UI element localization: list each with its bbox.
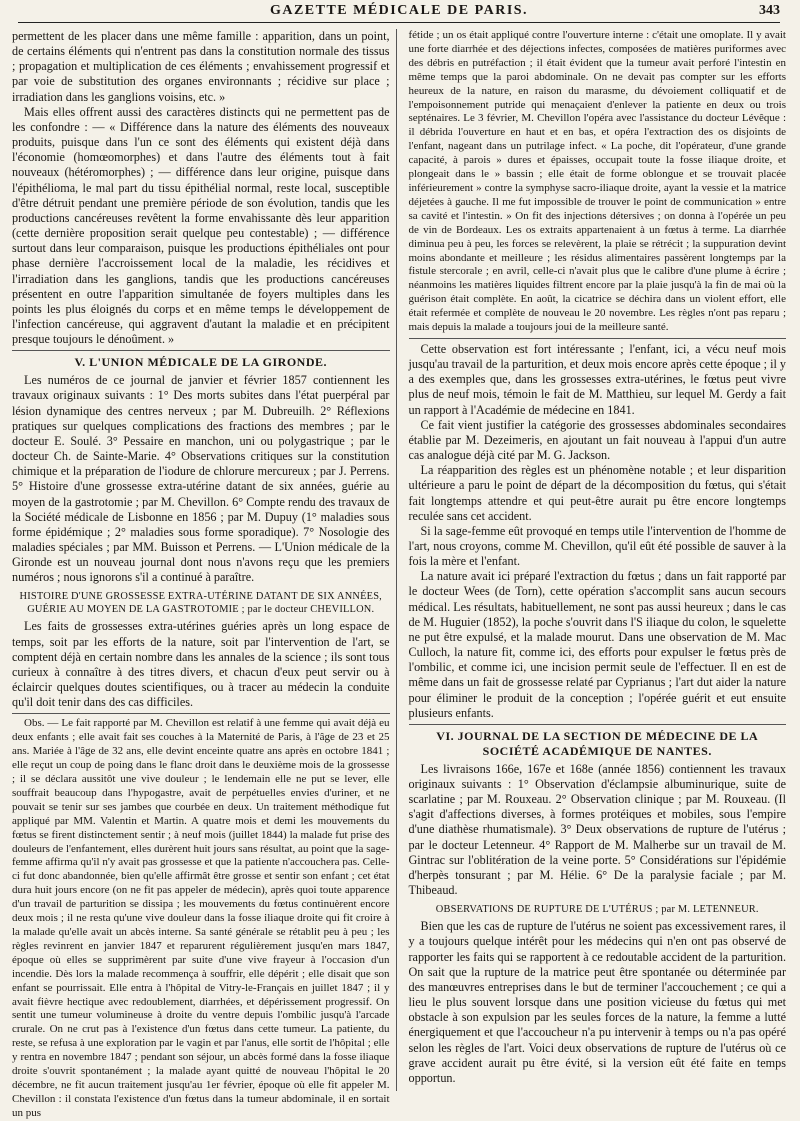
paragraph: Ce fait vient justifier la catégorie des grossesses abdominales secondaires établie par M. Dezeimeris, en ajoutant un fait nouveau à l'appui d'un autre cas analogue déjà cité par M. G. Jackson. — [408, 417, 786, 463]
page-number: 343 — [759, 3, 780, 18]
paragraph: Cette observation est fort intéressante ; l'enfant, ici, a vécu neuf mois jusqu'au travail de la parturition, et deux mois encore après cette époque ; il y a des exemples que, dans les grossesses extra-utérines, le fœtus peut vivre plus de neuf mois, témoin le fait de M. Matthieu, sur lequel M. Gerdy a fait un rapport à l'Académie de médecine en 1841. — [408, 341, 787, 417]
section-rule — [409, 724, 787, 725]
paragraph: La réapparition des règles est un phénomène notable ; et leur disparition ultérieure a paru le point de départ de la décomposition du fœtus, qui s'était fait longtemps attendre et qui peut-être aurait pu être encore longtemps reculée sans cet accident. — [408, 463, 786, 523]
columns — [12, 29, 787, 1119]
section-heading-union-medicale: V. L'UNION MÉDICALE DE LA GIRONDE. — [74, 355, 327, 370]
section-heading-societe-nantes: VI. JOURNAL DE LA SECTION DE MÉDECINE DE LA SOCIÉTÉ ACADÉMIQUE DE NANTES. — [436, 728, 759, 758]
left-column — [12, 29, 397, 1119]
paragraph: permettent de les placer dans une même famille : apparition, dans un point, de certains éléments qui n'entrent pas dans la constitution normale des tissus ; propagation et multiplication de ces éléments ; envahissement progressif et par voie de substitution des organes environnants ; récidive sur place ; irradiation dans les ganglions voisins, etc. » — [12, 29, 390, 104]
paragraph: Les faits de grossesses extra-utérines guéries après un long espace de temps, soit par les efforts de la nature, soit par l'intervention de l'art, se comptent déjà en certain nombre dans les annales de la science ; ils sont tous curieux à connaître à des titres divers, et chacun d'eux peut servir ou à éclaircir quelques doutes scientifiques, ou à tracer au médecin la conduite qu'il doit tenir dans des cas difficiles. — [12, 619, 390, 710]
right-column — [409, 29, 787, 1091]
paragraph: La nature avait ici préparé l'extraction du fœtus ; dans un fait rapporté par le docteur Wees (de Torn), cette opération s'accomplit sans aucun secours médical. Les résultats, habituellement, ne sont pas aussi heureux ; dans le cas de M. Huguier (1852), la poche s'ouvrit dans l'S iliaque du colon, le squelette ne put être expulsé, et la malade mourut. Dans une observation de M. Mac Culloch, la nature fit, comme ici, des efforts pour expulser le fœtus près de l'ombilic, et comme ici, une incision permit seule de l'effectuer. Il en est de même dans un fait de grossesse relaté par Cyprianus ; l'art dut aider la nature pour éliminer le produit de la conception ; l'opérée guérit et eut ensuite plusieurs enfants. — [408, 569, 786, 720]
paragraph: Mais elles offrent aussi des caractères distincts qui ne permettent pas de les confondre : — « Différence dans la nature des éléments des nouveaux produits, puisque dans l'un ce sont des éléments qui existent déjà dans l'économie (homœomorphes) et dans l'autre des éléments tout à fait nouveaux (hétéromorphes) ; — différence dans leur origine, puisque dans l'épithélioma, le mal part du tissu épithélial normal, reste local, susceptible d'être détruit pendant une première période de son évolution, tandis que les productions cancéreuses revêtent la forme envahissante dès leur apparition (cette dernière proposition serait quelque peu contestable) ; — différence surtout dans leur comparaison, puisque les productions épithéliales ont pour phase dernière l'accroissement local de la maladie, les récidives et l'irradiation dans les ganglions, tandis que les productions cancéreuses présentent en outre l'apparition simultanée de foyers multiples dans les points les plus éloignés du corps et en même temps le développement de l'infection cancéreuse, qui aggravent d'autant la maladie et en précipitent presque toujours le dénoûment. » — [12, 104, 390, 347]
observation-paragraph: fétide ; un os était appliqué contre l'ouverture interne : c'était une omoplate. Il y avait une forte diarrhée et des déjections infectes, composées de matières puriformes avec des débris en putréfaction ; il était évident que la tumeur avait perforé l'intestin en même temps que la paroi abdominale. On ne devait pas compter sur les efforts heureux de la nature, en raison du marasme, du dévoiement colliquatif et de l'empoisonnement putride qui menaçaient d'enlever la patiente en deux ou trois septénaires. Le 3 février, M. Chevillon l'opéra avec l'assistance du docteur Lévêque : il débrida l'ouverture en haut et en bas, et opéra l'extraction des os disjoints de l'enfant, nageant dans un putrilage infect. « La poche, dit l'opérateur, d'une grande capacité, à parois » dures et épaisses, occupait toute la fosse iliaque droite, et plongeait dans le » bassin ; elle était de forme oblongue et se trouvait placée inférieurement » contre la symphyse sacro-iliaque droite, ayant la vessie et la matrice déjetées à gauche. Il me fut impossible de trouver le point de communication » entre sa cavité et l'intestin. » On fit des injections détersives ; on donna à l'opérée un peu de vin de Bordeaux. Les os extraits appartenaient à un fœtus à terme. La diarrhée diminua peu à peu, les forces se relevèrent, la plaie se rétrécit ; la suppuration devint moins abondante et meilleure ; les résidus alimentaires passèrent longtemps par la fistule stercorale ; en avril, celle-ci n'avait plus que le calibre d'une plume à écrire ; néanmoins les matières liquides filtrent encore par la plaie jusqu'à la fin de mai où la guérison était complète. En août, la cicatrice se déchira dans un violent effort, elle était refermée et complète de nouveau le 20 novembre. Les règles n'ont pas reparu ; mais depuis la malade a toujours joui de la meilleure santé. — [408, 29, 786, 334]
paragraph: Les numéros de ce journal de janvier et février 1857 contiennent les travaux originaux suivants : 1° Des morts subites dans l'état puerpéral par lésion dynamique des centres nerveux ; par M. Dubreuilh. 2° Réflexions pratiques sur quelques complications des fractions des membres ; par le docteur E. Soulé. 3° Pessaire en manchon, uni ou polygastrique ; par le docteur Ch. de Sainte-Marie. 4° Observations critiques sur la constitution chimique et la préparation de l'iodure de chlorure mercureux ; par J. Perrens. 5° Histoire d'une grossesse extra-utérine datant de six années, guérie au moyen de la gastrotomie ; par M. Chevillon. 6° Compte rendu des travaux de la Société médicale de Lisbonne en 1856 ; par M. Dupuy (1° maladies sous forme épidémique ; 2° maladies sous forme sporadique). 7° Nosologie des maladies spéciales ; par MM. Buisson et Perrens. — L'Union médicale de la Gironde est un nouveau journal dont nous n'avons reçu que les premiers numéros ; nous ignorons s'il a continué à paraître. — [12, 373, 390, 585]
article-heading-rupture: OBSERVATIONS DE RUPTURE DE L'UTÉRUS ; par M. LETENNEUR. — [435, 904, 759, 916]
paragraph: Les livraisons 166e, 167e et 168e (année 1856) contiennent les travaux originaux suivants : 1° Observation d'éclampsie albuminurique, suite de scarlatine ; par M. Rouxeau. 2° Observation clinique ; par M. Rouxeau. (Il s'agit d'affections diverses, à formes protéiques et mobiles, sous l'empire d'une diathèse rhumatismale). 3° Deux observations de rupture de l'utérus ; par le docteur Letenneur. 4° Rapport de M. Malherbe sur un travail de M. Gintrac sur l'oblitération de la veine porte. 5° Considérations sur l'épidémie d'herpès tonsurant ; par M. Hélie. 6° De la paralysie faciale ; par M. Thibeaud. — [408, 761, 786, 898]
section-rule — [12, 350, 390, 351]
observation-paragraph: Obs. — Le fait rapporté par M. Chevillon est relatif à une femme qui avait déjà eu deux enfants ; elle avait fait ses couches à la Maternité de Paris, à l'âge de 23 et 25 ans. Mariée à l'âge de 32 ans, elle devint enceinte quatre ans après en octobre 1841 ; elle reçut un coup de poing dans le flanc droit dans le deuxième mois de la grossesse ; il se déclara aussitôt une vive douleur ; le lendemain elle ne put se lever, elle souffrait beaucoup dans l'hypogastre, avait de perpétuelles envies d'uriner, et ne pouvait se tenir sur ses jambes que courbée en deux. Un traitement méthodique fut appliqué par MM. Valentin et Martin. A quatre mois et demi les mouvements du fœtus se firent distinctement sentir ; à neuf mois (juillet 1844) la malade fut prise des douleurs de l'enfantement, elles durèrent huit jours sans résultat, au point que la sage-femme affirma qu'il n'y avait pas grossesse et que la patiente n'accouchera pas. Celle-ci fut donc abandonnée, bien qu'elle affirmât être grosse et sentir son enfant ; cet état dura huit jours encore (on ne fit pas appeler de médecin), après quoi toute apparence d'un travail de parturition se dissipa ; les mouvements du fœtus continuèrent encore deux mois ; il ne resta qu'une vive douleur dans la fosse iliaque droite qui fit croire à la malade qu'elle avait un abcès interne. Sa santé générale se rétablit peu à peu ; les règles revinrent en janvier 1847 et reparurent régulièrement jusqu'en mars 1847, époque où elles se supprimèrent par suite d'une vive frayeur à l'occasion d'un incendie. Dès lors la malade recommença à souffrir, elle dépérit ; elle disait que son enfant se pourrissait. Elle entra à l'hôpital de Vitry-le-Français en juillet 1847 ; il y avait fièvre hectique avec redoublement, diarrhées, et dépérissement progressif. On sentit une tumeur volumineuse à droite du ventre depuis l'ombilic jusqu'à l'arcade crurale. On ne crut pas à l'existence d'un fœtus dans cette tumeur. La patiente, du reste, se refusa à une exploration par le vagin et par l'anus, elle sortit de l'hôpital ; elle y rentra en novembre 1847 ; pendant son séjour, un abcès formé dans la fosse iliaque droite s'ouvrit spontanément ; la malade ayant quitté de nouveau l'hôpital le 20 décembre, ne fit aucun traitement jusqu'au 1er février, époque où elle fit appeler M. Chevillon : il constata l'existence d'un fœtus dans la tumeur abdominale, il en sortait un pus — [12, 717, 390, 1119]
paragraph: Si la sage-femme eût provoqué en temps utile l'intervention de l'homme de l'art, nous croyons, comme M. Chevillon, qu'il eût été possible de sauver à la fois la mère et l'enfant. — [408, 523, 786, 569]
paragraph: Bien que les cas de rupture de l'utérus ne soient pas excessivement rares, il y a toujours quelque intérêt pour les médecins qui n'en ont pas observé de rapporter les faits qui se rapportent à ce redoutable accident de la parturition. On sait que la rupture de la matrice peut être spontanée ou déterminée par des manœuvres entreprises dans le but de terminer l'accouchement ; ce qui a lieu le plus souvent lorsque dans une position vicieuse du fœtus qui met obstacle à son expulsion par les seules forces de la nature, la femme a lutté énergiquement et que l'accoucheur n'a pu intervenir à temps ou n'a pas opéré selon les règles de l'art. Voici deux observations de rupture de l'utérus où ce grave accident aurait pu être évité, si la version eût été faite en temps opportun. — [408, 919, 786, 1085]
article-heading-grossesse: HISTOIRE D'UNE GROSSESSE EXTRA-UTÉRINE DATANT DE SIX ANNÉES, GUÉRIE AU MOYEN DE LA GASTROTOMIE ; par le docteur CHEVILLON. — [19, 591, 382, 616]
journal-title: GAZETTE MÉDICALE DE PARIS. — [269, 3, 529, 18]
section-rule — [409, 338, 787, 339]
section-rule — [12, 713, 390, 714]
page-header — [18, 0, 780, 23]
